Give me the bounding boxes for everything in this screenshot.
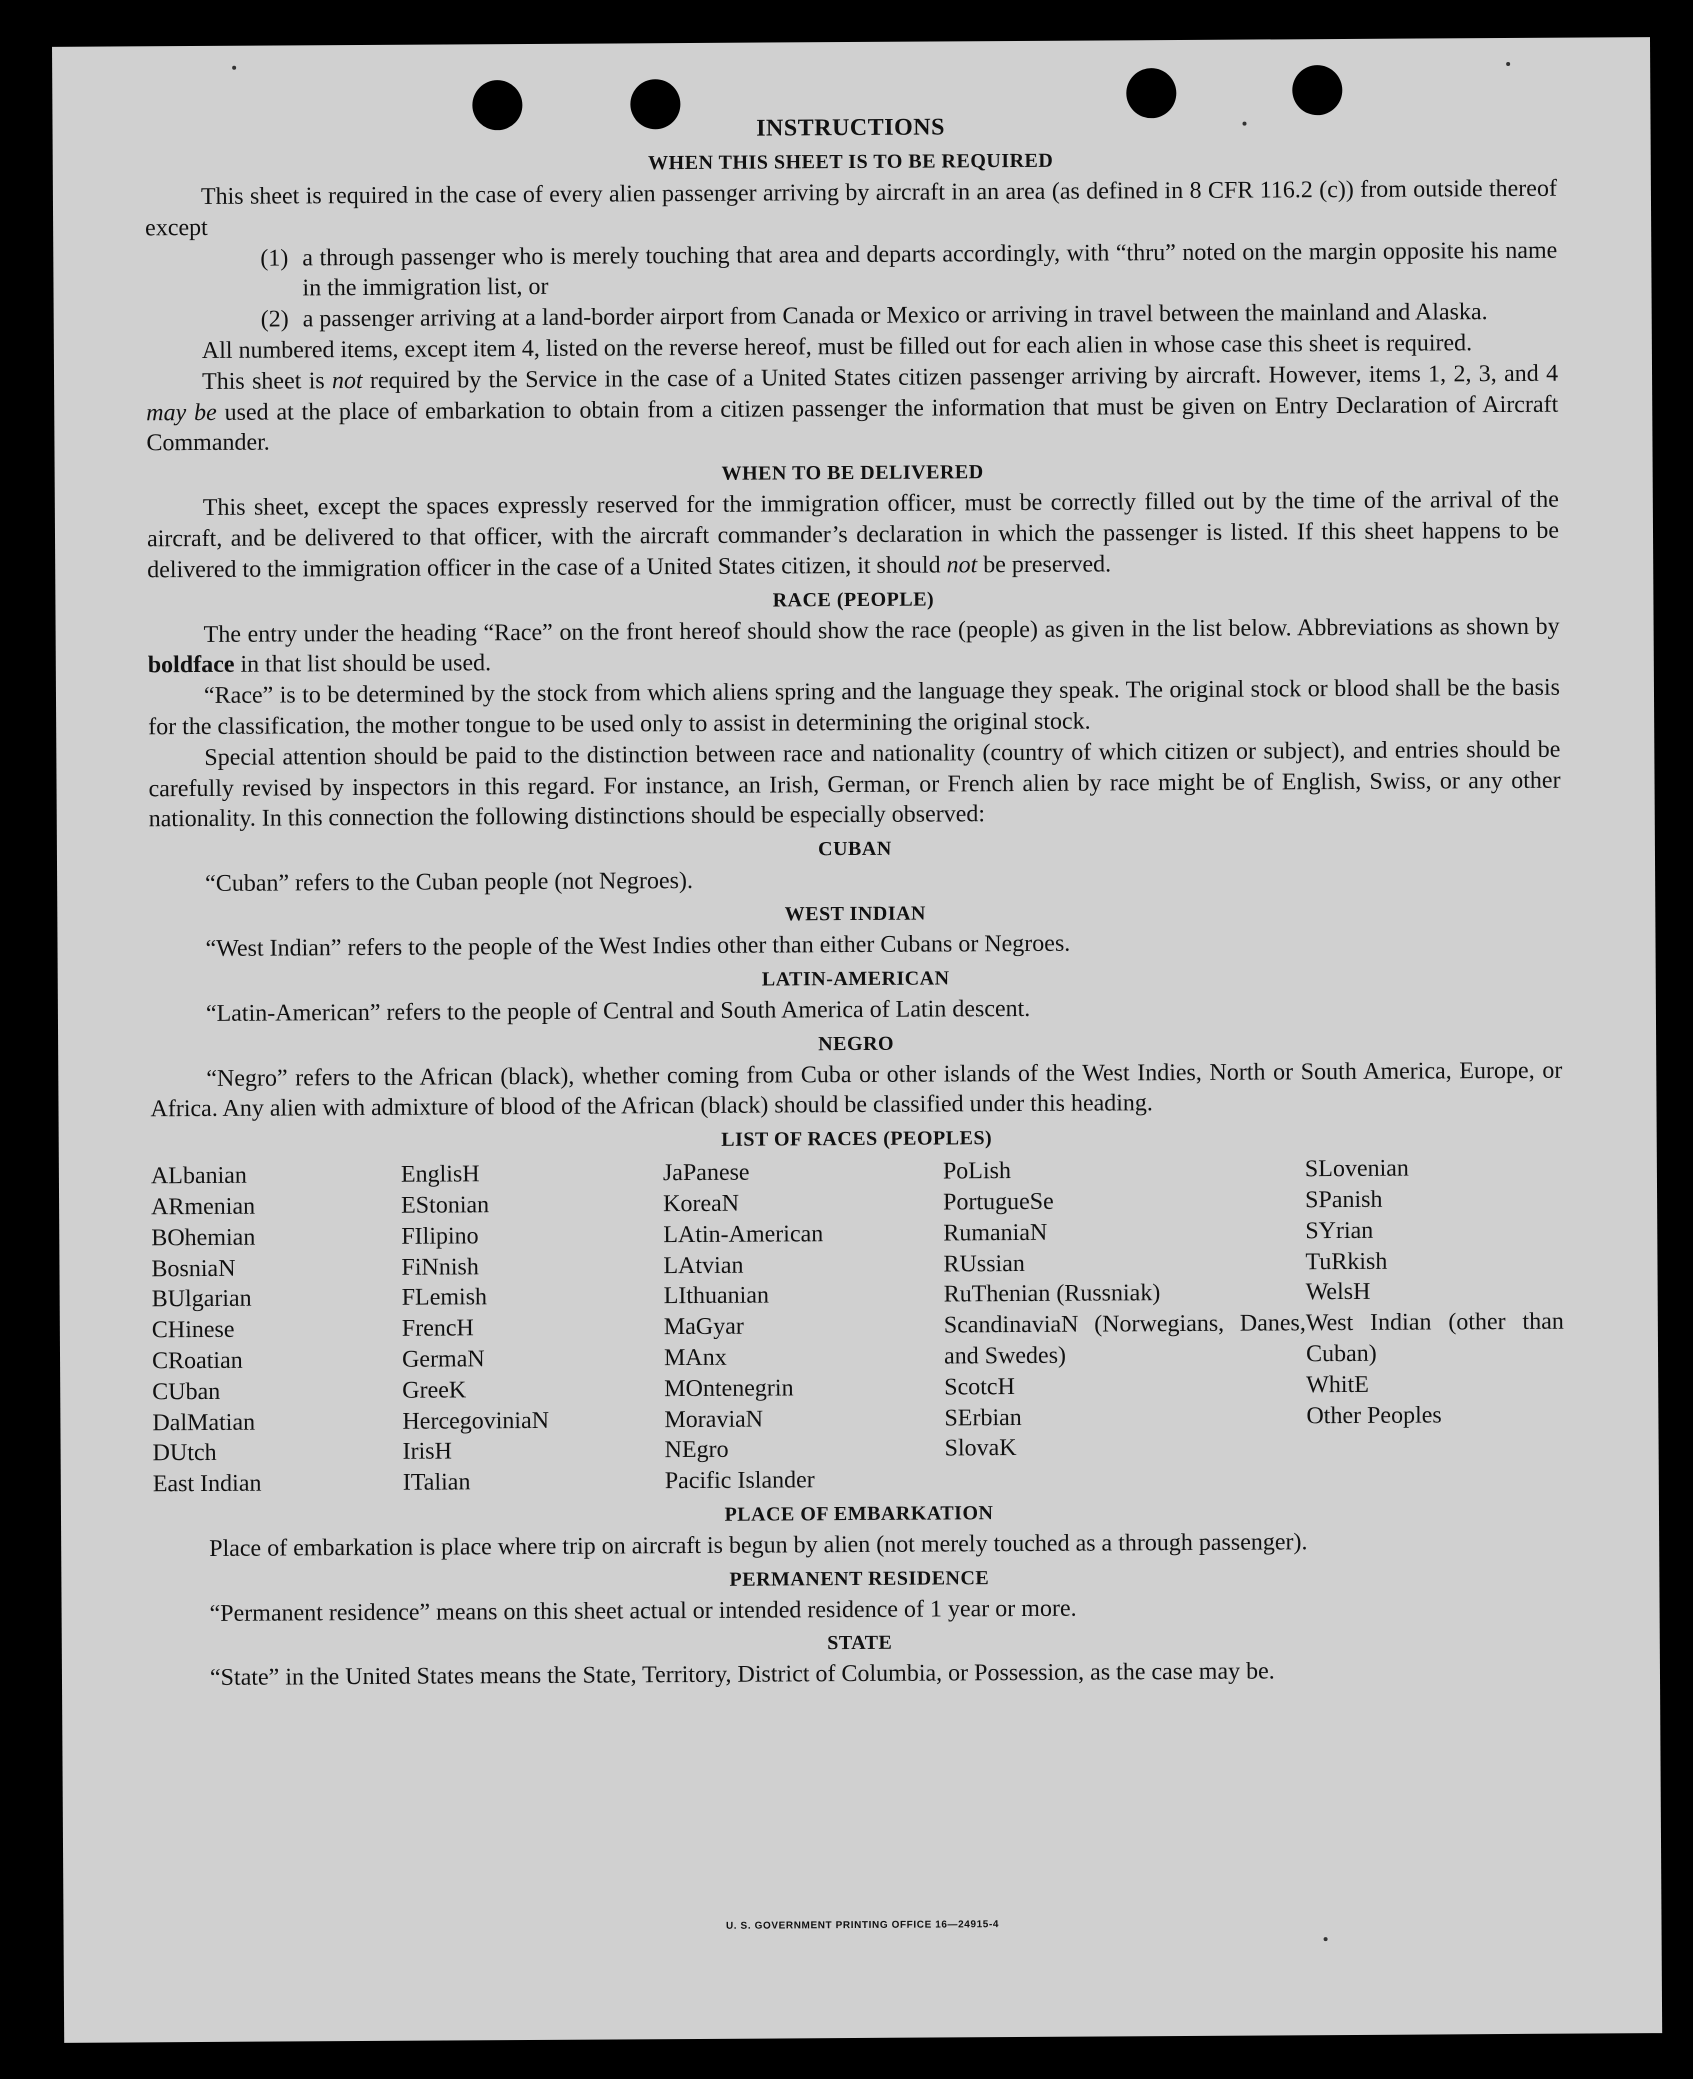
race-entry: MaGyar bbox=[663, 1313, 744, 1341]
speck bbox=[1324, 1937, 1328, 1941]
race-entry: KoreaN bbox=[663, 1190, 740, 1218]
race-entry: FLemish bbox=[401, 1284, 488, 1312]
punch-hole bbox=[1292, 65, 1342, 115]
race-entry: TuRkish bbox=[1305, 1248, 1388, 1275]
race-entry: BOhemian bbox=[151, 1224, 256, 1252]
item-number: (1) bbox=[260, 245, 289, 272]
race-entry: MOntenegrin bbox=[664, 1375, 794, 1402]
race-entry: FiNnish bbox=[401, 1253, 479, 1281]
race-entry: EnglisH bbox=[400, 1161, 480, 1188]
paragraph: “West Indian” refers to the people of the West Indies other than either Cubans or Negroes. bbox=[205, 930, 1071, 962]
race-entry: CHinese bbox=[151, 1316, 235, 1344]
race-entry: SLovenian bbox=[1304, 1155, 1409, 1183]
race-entry: ScotcH bbox=[944, 1373, 1015, 1401]
item-number: (2) bbox=[260, 306, 289, 333]
race-entry: Other Peoples bbox=[1306, 1401, 1442, 1429]
race-entry: GermaN bbox=[401, 1346, 485, 1373]
list-item bbox=[260, 235, 1557, 305]
section-heading: RACE (PEOPLE) bbox=[772, 588, 935, 612]
speck bbox=[232, 66, 236, 70]
paragraph: The entry under the heading “Race” on the front hereof should show the race (people) as given in the list below. Abbreviations as shown by boldface in that list should be used. bbox=[147, 613, 1560, 679]
race-column bbox=[663, 1157, 945, 1497]
race-entry: Pacific Islander bbox=[664, 1467, 815, 1495]
race-entry: MoraviaN bbox=[664, 1406, 764, 1433]
race-entry: GreeK bbox=[402, 1377, 467, 1404]
race-entry: East Indian bbox=[152, 1470, 262, 1498]
race-entry: RumaniaN bbox=[943, 1219, 1048, 1247]
race-entry: JaPanese bbox=[662, 1159, 750, 1187]
race-entry: SYrian bbox=[1305, 1217, 1374, 1244]
race-column bbox=[943, 1154, 1307, 1495]
item-text: a passenger arriving at a land-border airport from Canada or Mexico or arriving in travel between the mainland and Alaska. bbox=[302, 299, 1488, 333]
race-entry: IrisH bbox=[402, 1438, 453, 1466]
section-heading: STATE bbox=[827, 1632, 893, 1655]
race-entry: SPanish bbox=[1305, 1186, 1383, 1214]
paragraph: “Negro” refers to the African (black), whether coming from Cuba or other islands of the West Indies, North or South America, Europe, or Africa. Any alien with admixture of blood of the African (black) should be classified under this heading. bbox=[150, 1057, 1563, 1123]
race-entry: ScandinaviaN (Norwegians, Danes, and Swedes) bbox=[943, 1310, 1306, 1370]
race-entry: BUlgarian bbox=[151, 1285, 252, 1313]
section-heading: LATIN-AMERICAN bbox=[761, 967, 950, 991]
race-entry: RUssian bbox=[943, 1250, 1025, 1277]
paragraph: “Race” is to be determined by the stock from which aliens spring and the language they speak. The original stock or blood shall be the basis for the classification, the mother tongue to be used only to assist in determining the original stock. bbox=[148, 674, 1561, 741]
race-entry: HercegoviniaN bbox=[402, 1407, 550, 1435]
section-heading: CUBAN bbox=[818, 837, 892, 861]
race-column bbox=[401, 1158, 665, 1498]
section-heading: NEGRO bbox=[818, 1032, 895, 1055]
page-title: INSTRUCTIONS bbox=[756, 114, 945, 142]
race-column bbox=[151, 1160, 403, 1500]
race-entry: LAtin-American bbox=[663, 1220, 824, 1248]
race-entry: NEgro bbox=[664, 1437, 729, 1464]
section-heading: LIST OF RACES (PEOPLES) bbox=[721, 1127, 993, 1151]
paragraph: Place of embarkation is place where trip on aircraft is begun by alien (not merely touched as a through passenger). bbox=[209, 1529, 1308, 1562]
paragraph: This sheet is not required by the Service in the case of a United States citizen passenger arriving by aircraft. However, items 1, 2, 3, and 4 may be used at the place of embarkation to obtain from a citizen passenger the information that must be given on Entry Declaration of Aircraft Commander. bbox=[146, 360, 1559, 457]
race-entry: LAtvian bbox=[663, 1252, 744, 1279]
paragraph: “Permanent residence” means on this sheet actual or intended residence of 1 year or more. bbox=[209, 1595, 1077, 1627]
race-entry: FrencH bbox=[401, 1315, 474, 1342]
document-page bbox=[52, 37, 1662, 2043]
section-heading: PERMANENT RESIDENCE bbox=[729, 1566, 990, 1591]
race-entry: ALbanian bbox=[150, 1162, 247, 1190]
item-text: a through passenger who is merely touching that area and departs accordingly, with “thru” noted on the margin opposite his name in the immigration list, or bbox=[302, 237, 1558, 302]
race-entry: West Indian (other than Cuban) bbox=[1305, 1308, 1564, 1368]
race-entry: PoLish bbox=[942, 1158, 1011, 1185]
race-entry: PortugueSe bbox=[943, 1188, 1054, 1216]
race-entry: LIthuanian bbox=[663, 1282, 770, 1310]
race-entry: SlovaK bbox=[944, 1435, 1017, 1462]
race-entry: ITalian bbox=[402, 1469, 471, 1496]
section-heading: WEST INDIAN bbox=[784, 902, 927, 926]
race-entry: WelsH bbox=[1305, 1279, 1371, 1306]
race-entry: SErbian bbox=[944, 1404, 1022, 1431]
race-entry: MAnx bbox=[663, 1344, 727, 1372]
race-entry: BosniaN bbox=[151, 1255, 236, 1282]
race-entry: DalMatian bbox=[152, 1409, 256, 1436]
paragraph: “State” in the United States means the State, Territory, District of Columbia, or Possession, as the case may be. bbox=[209, 1658, 1275, 1692]
paragraph: “Cuban” refers to the Cuban people (not Negroes). bbox=[205, 868, 694, 898]
paragraph: “Latin-American” refers to the people of Central and South America of Latin descent. bbox=[205, 995, 1031, 1027]
paragraph: Special attention should be paid to the distinction between race and nationality (country of which citizen or subject), and entries should be carefully revised by inspectors in this regard. For instance, an Irish, German, or French alien by race might be of English, Swiss, or any other nationality. In this connection the following distinctions should be especially observed: bbox=[148, 736, 1561, 833]
race-entry: FIlipino bbox=[401, 1223, 479, 1250]
race-entry: DUtch bbox=[152, 1440, 217, 1467]
section-heading: PLACE OF EMBARKATION bbox=[724, 1502, 994, 1526]
section-heading: WHEN THIS SHEET IS TO BE REQUIRED bbox=[648, 149, 1054, 175]
race-entry: CRoatian bbox=[151, 1347, 243, 1375]
paragraph: All numbered items, except item 4, listed on the reverse hereof, must be filled out for each alien in whose case this sheet is required. bbox=[201, 330, 1473, 364]
paragraph: This sheet is required in the case of every alien passenger arriving by aircraft in an area (as defined in 8 CFR 116.2 (c)) from outside thereof except bbox=[145, 175, 1557, 242]
section-heading: WHEN TO BE DELIVERED bbox=[721, 461, 984, 485]
printer-imprint: U. S. GOVERNMENT PRINTING OFFICE 16—24915-4 bbox=[725, 1919, 1000, 1932]
race-entry: ARmenian bbox=[151, 1193, 256, 1221]
instructions-body bbox=[144, 108, 1566, 1695]
race-entry: CUban bbox=[152, 1378, 221, 1405]
race-entry: WhitE bbox=[1306, 1371, 1369, 1398]
race-column bbox=[1305, 1153, 1565, 1493]
race-entry: RuThenian (Russniak) bbox=[943, 1280, 1161, 1308]
race-entry: EStonian bbox=[401, 1192, 490, 1219]
paragraph: This sheet, except the spaces expressly reserved for the immigration officer, must be correctly filled out by the time of the arrival of the aircraft, and be delivered to that officer, with the aircraft commander’s declaration in which the passenger is listed. If this sheet happens to be delivered to the immigration officer in the case of a United States citizen, it should not be preserved. bbox=[146, 486, 1560, 584]
speck bbox=[1506, 62, 1510, 66]
race-list bbox=[151, 1153, 1565, 1500]
